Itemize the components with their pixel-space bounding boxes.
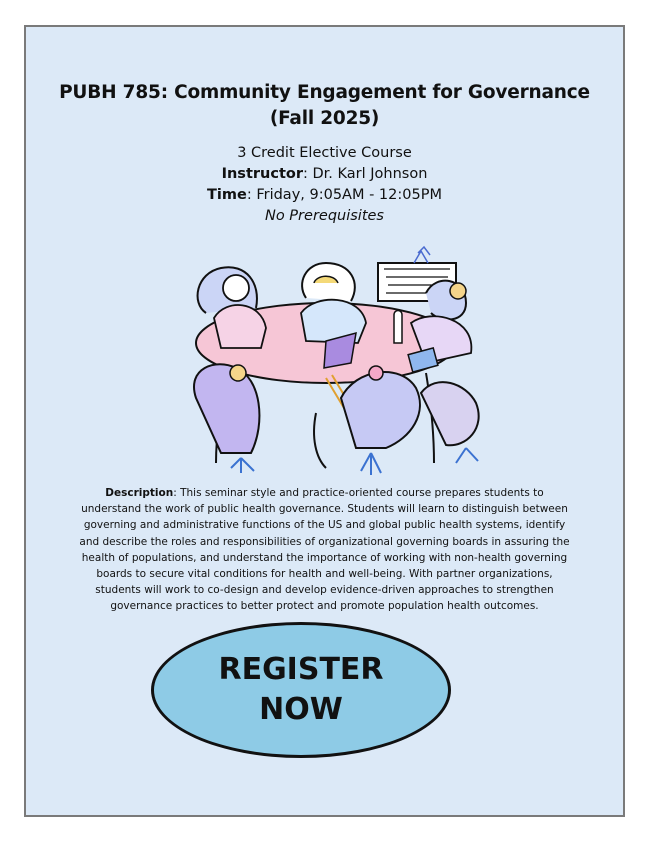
description-label: Description [105, 487, 174, 499]
flyer-frame [24, 25, 625, 817]
course-title-line-2: (Fall 2025) [269, 108, 380, 129]
course-description [76, 485, 573, 615]
register-now-label: REGISTER NOW [218, 652, 384, 727]
register-now-button[interactable] [151, 622, 451, 758]
course-title [26, 80, 623, 132]
instructor-value: : Dr. Karl Johnson [303, 166, 428, 182]
time-label: Time [207, 187, 247, 203]
course-title-line-1: PUBH 785: Community Engagement for Governance [59, 82, 590, 103]
time-value: : Friday, 9:05AM - 12:05PM [246, 187, 442, 203]
course-info [26, 143, 623, 227]
instructor-label: Instructor [221, 166, 303, 182]
meeting-table-illustration [166, 223, 496, 478]
instructor-line [26, 164, 623, 185]
time-line [26, 185, 623, 206]
credits-text: 3 Credit Elective Course [237, 145, 412, 161]
prerequisites-text: No Prerequisites [264, 208, 384, 224]
description-text: : This seminar style and practice-oriented course prepares students to understand the work of public health governance. Students will learn to distinguish between governing and administrative functions of the US and global public health systems, identify and describe the roles and responsibilities of organizational governing boards in assuring the health of populations, and understand the importance of working with non-health governing boards to secure vital conditions for health and well-being. With partner organizations, students will work to co-design and develop evidence-driven approaches to strengthen governance practices to better protect and promote population health outcomes. [79, 487, 570, 613]
